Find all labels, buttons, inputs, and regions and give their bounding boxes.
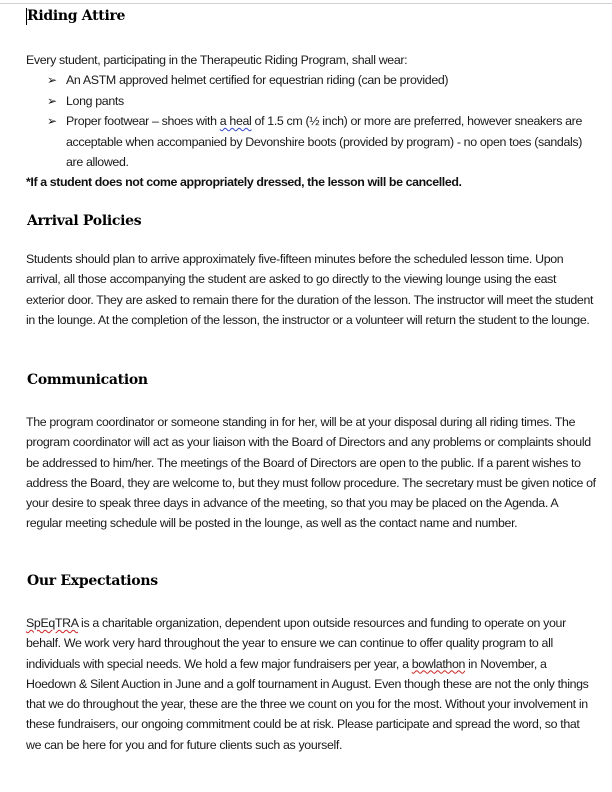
spelling-flagged-word[interactable]: bowlathon [411,656,466,671]
list-item-text-after: of 1.5 cm (½ inch) or more are preferred, however sneakers are acceptable when accompanied by Devonshire boots (provided by program) - no open toes (sandals) are allowed. [66,114,583,169]
expectations-body-part2: in November, a Hoedown & Silent Auction in June and a golf tournament in August. Even though these are not the only things that we do throughout the year, these are the three we count on you for the most. Without your involvement in these fundraisers, our ongoing commitment could be at risk. Please participate and spread the word, so that we can be here for you and for future clients such as yourself. [26,656,589,752]
heading-communication: Communication [27,372,148,388]
expectations-body-part1: is a charitable organization, dependent upon outside resources and funding to operate on your behalf. We work very hard throughout the year to ensure we can continue to offer quality program to all individuals with special needs. We hold a few major fundraisers per year, a [26,616,566,671]
page-top-border [0,3,612,4]
riding-attire-list [0,70,612,173]
attire-note: *If a student does not come appropriately dressed, the lesson will be cancelled. [26,175,462,189]
expectations-body [26,613,596,755]
arrow-bullet-icon: ➢ [47,73,57,87]
communication-body: The program coordinator or someone standing in for her, will be at your disposal during all riding times. The program coordinator will act as your liaison with the Board of Directors and any problems or complaints should be addressed to him/her. The meetings of the Board of Directors are open to the public. If a parent wishes to address the Board, they are welcome to, but they must follow procedure. The secretary must be given notice of your desire to speak three days in advance of the meeting, so that you may be placed on the Agenda. A regular meeting schedule will be posted in the lounge, as well as the contact name and number. [26,415,596,531]
arrival-policies-body: Students should plan to arrive approximately five-fifteen minutes before the scheduled lesson time. Upon arrival, all those accompanying the student are asked to go directly to the viewing lounge using the east exterior door. They are asked to remain there for the duration of the lesson. The instructor will meet the student in the lounge. At the completion of the lesson, the instructor or a volunteer will return the student to the lounge. [26,252,594,327]
arrow-bullet-icon: ➢ [47,93,57,108]
arrow-bullet-icon: ➢ [47,114,57,128]
spelling-flagged-word[interactable]: SpEqTRA [26,616,78,630]
grammar-flagged-text[interactable]: a heal [219,114,252,128]
heading-arrival-policies: Arrival Policies [27,213,142,229]
riding-attire-intro: Every student, participating in the Therapeutic Riding Program, shall wear: [26,53,408,67]
list-item [0,70,586,91]
list-item-text-before: Proper footwear – shoes with [66,114,220,128]
list-item-text: An ASTM approved helmet certified for equestrian riding (can be provided) [66,73,449,87]
heading-our-expectations: Our Expectations [27,573,158,589]
list-item [0,91,586,112]
list-item [0,111,586,173]
heading-riding-attire: Riding Attire [27,8,126,24]
list-item-text: Long pants [66,93,124,108]
